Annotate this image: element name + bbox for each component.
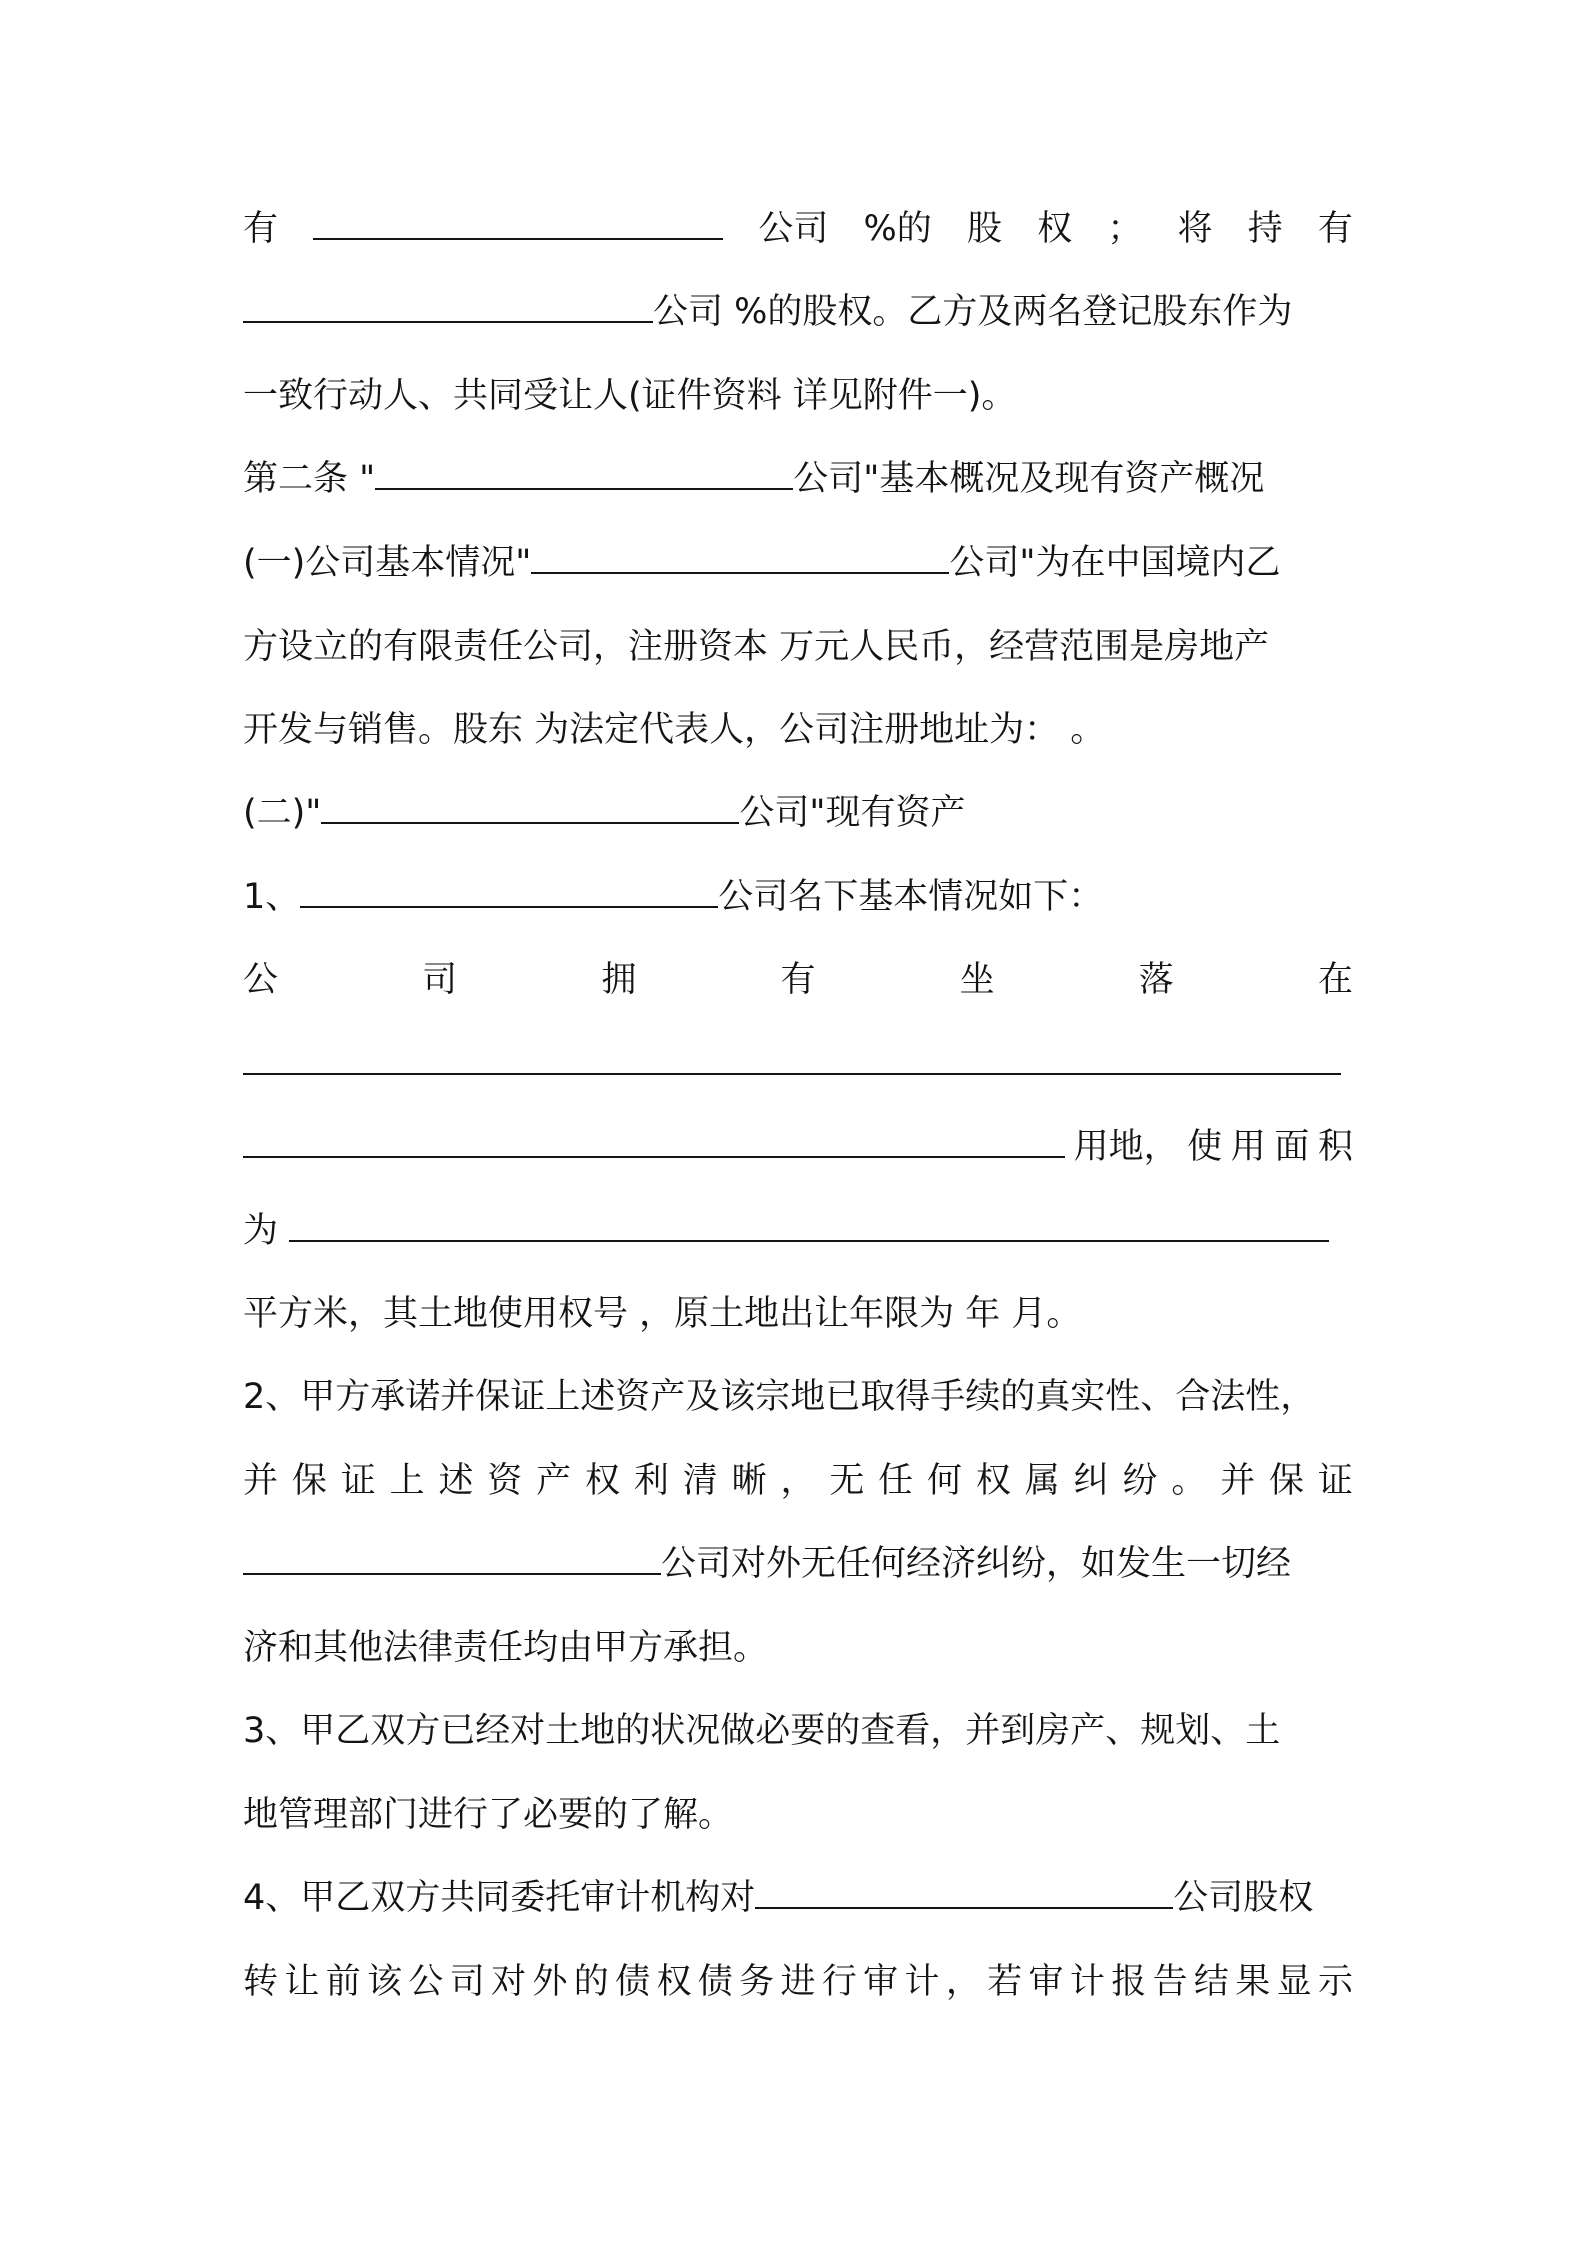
line-22-seg-14: 行 [821,1962,857,2002]
line-22-seg-10: 权 [656,1962,692,2002]
line-16-seg-13: 任 [878,1461,914,1501]
line-22-seg-5: 司 [449,1962,485,2002]
line-10-seg-2: 拥 [601,960,637,1000]
line-8-seg-2: 公司"现有资产 [739,793,966,833]
line-17-seg-1: 公司对外无任何经济纠纷，如发生一切经 [661,1544,1292,1584]
line-12-seg-3: 用 [1230,1127,1266,1167]
text-line-6 [243,617,1353,677]
fill-blank [289,1206,1329,1242]
line-1-seg-9: 有 [1317,209,1353,249]
line-10-seg-3: 有 [780,960,816,1000]
line-22-seg-22: 告 [1152,1962,1188,2002]
line-16-seg-2: 证 [340,1461,376,1501]
text-line-3 [243,366,1353,426]
line-16-seg-21: 保 [1269,1461,1305,1501]
text-line-19 [243,1701,1353,1761]
text-line-4 [243,449,1353,509]
line-22-seg-7: 外 [532,1962,568,2002]
line-12-seg-1: 用地， [1073,1127,1179,1167]
line-18-seg-0: 济和其他法律责任均由甲方承担。 [243,1628,769,1668]
line-4-seg-0: 第二条 " [243,459,376,499]
line-22-seg-23: 结 [1193,1962,1229,2002]
line-12-seg-5: 积 [1317,1127,1353,1167]
line-5-seg-2: 公司"为在中国境内乙 [949,543,1281,583]
line-16-seg-1: 保 [291,1461,327,1501]
line-10-seg-1: 司 [422,960,458,1000]
line-1-seg-7: 将 [1177,209,1213,249]
line-22-seg-11: 债 [697,1962,733,2002]
line-9-seg-0: 1、 [243,877,301,917]
line-20-seg-0: 地管理部门进行了必要的了解。 [243,1795,734,1835]
line-16-seg-0: 并 [243,1461,279,1501]
line-1-seg-2: 公司 [758,209,829,249]
line-5-seg-0: (一)公司基本情况" [243,543,532,583]
text-line-17 [243,1534,1353,1594]
line-22-seg-26: 示 [1317,1962,1353,2002]
text-line-11 [243,1034,1353,1094]
line-7-seg-0: 开发与销售。股东 为法定代表人，公司注册地址为： 。 [243,710,1106,750]
line-22-seg-17: ， [945,1962,981,2002]
line-22-seg-25: 显 [1276,1962,1312,2002]
text-line-22 [243,1952,1353,2012]
line-19-seg-0: 3、甲乙双方已经对土地的状况做必要的查看，并到房产、规划、土 [243,1711,1281,1751]
line-22-seg-20: 计 [1069,1962,1105,2002]
line-22-seg-2: 前 [325,1962,361,2002]
line-21-seg-2: 公司股权 [1173,1878,1314,1918]
fill-blank [313,204,723,240]
line-16-seg-15: 权 [975,1461,1011,1501]
line-22-seg-12: 务 [739,1962,775,2002]
line-10-seg-4: 坐 [959,960,995,1000]
line-10-seg-6: 在 [1317,960,1353,1000]
line-16-seg-7: 权 [585,1461,621,1501]
line-16-seg-10: 晰 [731,1461,767,1501]
line-22-seg-19: 审 [1028,1962,1064,2002]
text-line-9 [243,867,1353,927]
text-line-20 [243,1785,1353,1845]
line-1-seg-8: 持 [1247,209,1283,249]
line-16-seg-5: 资 [487,1461,523,1501]
line-16-seg-9: 清 [682,1461,718,1501]
text-line-21 [243,1868,1353,1928]
line-16-seg-3: 上 [389,1461,425,1501]
line-16-seg-18: 纷 [1122,1461,1158,1501]
line-22-seg-16: 计 [904,1962,940,2002]
line-14-seg-0: 平方米，其土地使用权号 ，原土地出让年限为 年 月。 [243,1294,1082,1334]
line-1-seg-4: 股 [966,209,1002,249]
line-16-seg-19: 。 [1171,1461,1207,1501]
line-22-seg-9: 债 [615,1962,651,2002]
line-10-seg-5: 落 [1138,960,1174,1000]
line-16-seg-16: 属 [1024,1461,1060,1501]
line-6-seg-0: 方设立的有限责任公司，注册资本 万元人民币，经营范围是房地产 [243,627,1270,667]
line-22-seg-21: 报 [1111,1962,1147,2002]
line-16-seg-6: 产 [536,1461,572,1501]
fill-blank [531,538,949,574]
line-1-seg-0: 有 [243,209,279,249]
fill-blank [755,1873,1173,1909]
text-line-15 [243,1367,1353,1427]
line-1-seg-5: 权 [1037,209,1073,249]
line-12-seg-4: 面 [1274,1127,1310,1167]
line-4-seg-2: 公司"基本概况及现有资产概况 [793,459,1265,499]
line-2-seg-1: 公司 %的股权。乙方及两名登记股东作为 [653,292,1293,332]
fill-blank [243,1039,1341,1075]
line-22-seg-1: 让 [284,1962,320,2002]
text-line-13 [243,1201,1353,1261]
fill-blank [243,287,653,323]
line-8-seg-0: (二)" [243,793,322,833]
text-line-8 [243,783,1353,843]
fill-blank [243,1122,1065,1158]
line-16-seg-22: 证 [1317,1461,1353,1501]
line-15-seg-0: 2、甲方承诺并保证上述资产及该宗地已取得手续的真实性、合法性， [243,1377,1316,1417]
line-22-seg-3: 该 [367,1962,403,2002]
line-22-seg-4: 公 [408,1962,444,2002]
line-12-seg-2: 使 [1187,1127,1223,1167]
text-line-12 [243,1117,1353,1177]
line-16-seg-8: 利 [633,1461,669,1501]
line-22-seg-13: 进 [780,1962,816,2002]
text-line-5 [243,533,1353,593]
line-16-seg-4: 述 [438,1461,474,1501]
line-13-seg-0: 为 [243,1211,290,1251]
line-16-seg-12: 无 [829,1461,865,1501]
line-22-seg-24: 果 [1235,1962,1271,2002]
line-1-seg-6: ； [1107,209,1143,249]
fill-blank [375,454,793,490]
line-22-seg-0: 转 [243,1962,279,2002]
line-1-seg-3: %的 [863,209,932,249]
fill-blank [300,872,718,908]
line-21-seg-0: 4、甲乙双方共同委托审计机构对 [243,1878,756,1918]
line-22-seg-8: 的 [573,1962,609,2002]
line-22-seg-6: 对 [491,1962,527,2002]
text-line-14 [243,1284,1353,1344]
line-16-seg-17: 纠 [1073,1461,1109,1501]
line-9-seg-2: 公司名下基本情况如下： [718,877,1104,917]
fill-blank [243,1539,661,1575]
line-16-seg-14: 何 [927,1461,963,1501]
line-22-seg-18: 若 [987,1962,1023,2002]
fill-blank [321,788,739,824]
text-line-16 [243,1451,1353,1511]
line-16-seg-20: 并 [1220,1461,1256,1501]
text-line-2 [243,282,1353,342]
text-line-18 [243,1618,1353,1678]
line-10-seg-0: 公 [243,960,279,1000]
line-16-seg-11: ， [780,1461,816,1501]
line-3-seg-0: 一致行动人、共同受让人(证件资料 详见附件一)。 [243,376,1017,416]
line-22-seg-15: 审 [863,1962,899,2002]
text-line-10 [243,950,1353,1010]
text-line-1 [243,199,1353,259]
text-line-7 [243,700,1353,760]
